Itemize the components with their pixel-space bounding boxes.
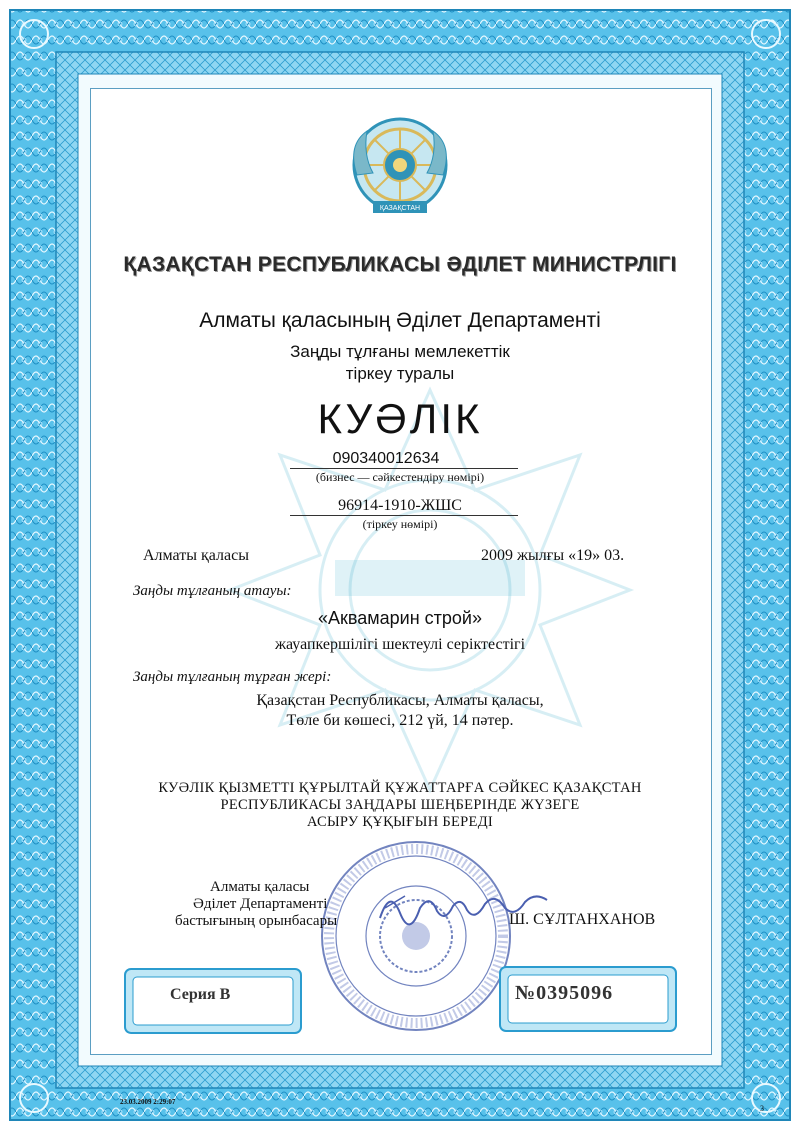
bin-rule	[290, 468, 518, 469]
statement-line3: АСЫРУ ҚҰҚЫҒЫН БЕРЕДІ	[306, 814, 494, 830]
page-number: 3	[760, 1104, 764, 1113]
city-label: Алматы қаласы	[143, 547, 249, 564]
reg-number: 96914-1910-ЖШС	[338, 497, 462, 514]
company-form: жауапкершілігі шектеулі серіктестігі	[274, 636, 526, 653]
signer-line2: Әділет Департаменті	[193, 896, 328, 912]
subtitle-line1: Заңды тұлғаны мемлекеттік	[290, 342, 510, 361]
signature	[375, 878, 555, 938]
series-label: Серия В	[170, 986, 231, 1003]
signer-line1: Алматы қаласы	[210, 879, 310, 895]
statement-line2: РЕСПУБЛИКАСЫ ЗАҢДАРЫ ШЕҢБЕРІНДЕ ЖҮЗЕГЕ	[220, 797, 580, 813]
state-emblem	[343, 115, 457, 221]
reg-rule	[290, 515, 518, 516]
print-stamp: 23.03.2009 2:29:07	[120, 1098, 176, 1106]
address-label: Заңды тұлғаның тұрған жері:	[133, 669, 332, 685]
address-line2: Төле би көшесі, 212 үй, 14 пәтер.	[286, 712, 514, 729]
address-line1: Қазақстан Республикасы, Алматы қаласы,	[256, 692, 544, 709]
name-label: Заңды тұлғаның атауы:	[133, 583, 292, 599]
ministry-title: ҚАЗАҚСТАН РЕСПУБЛИКАСЫ ӘДІЛЕТ МИНИСТРЛІГІ	[123, 253, 677, 276]
issue-date: 2009 жылғы «19» 03.	[481, 547, 625, 564]
company-name: «Аквамарин строй»	[318, 608, 482, 628]
signer-line3: бастығының орынбасары	[175, 913, 338, 929]
department-name: Алматы қаласының Әділет Департаменті	[199, 309, 601, 332]
bin-caption: (бизнес — сәйкестендіру нөмірі)	[315, 470, 485, 484]
signer-name: Ш. СҰЛТАНХАНОВ	[509, 911, 656, 928]
bin-number: 090340012634	[332, 450, 440, 467]
document-title: КУӘЛІК	[317, 395, 483, 442]
reg-caption: (тіркеу нөмірі)	[362, 517, 438, 531]
statement-line1: КУӘЛІК ҚЫЗМЕТТІ ҚҰРЫЛТАЙ ҚҰЖАТТАРҒА СӘЙКЕС ҚАЗАҚСТАН	[158, 780, 642, 796]
serial-number: №0395096	[515, 982, 614, 1004]
subtitle-line2: тіркеу туралы	[345, 364, 455, 383]
emblem-text: ҚАЗАҚСТАН	[379, 205, 421, 212]
